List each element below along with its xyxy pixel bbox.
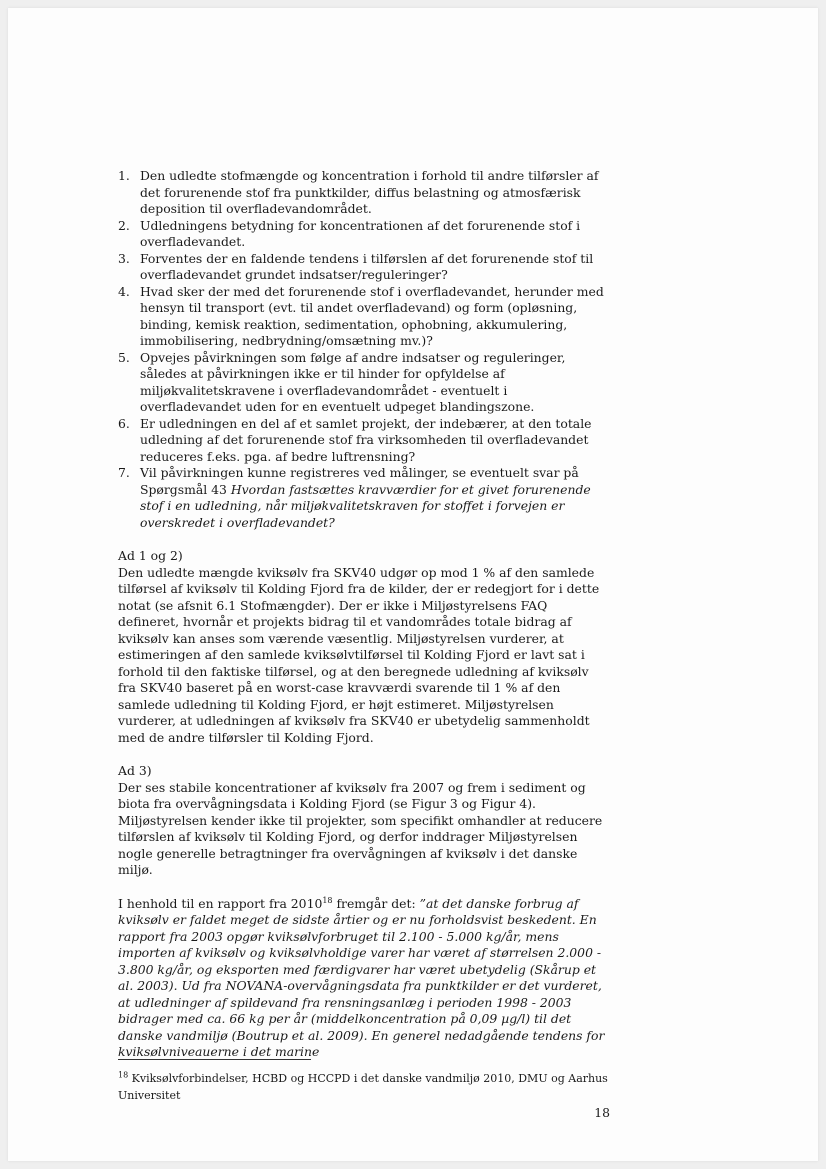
list-text: Den udledte stofmængde og koncentration i forhold til andre tilførsler af det forurenende stof fra punktkilder, diffus belastning og atmosfærisk deposition til overfladevandområdet.	[140, 168, 599, 216]
list-text: Opvejes påvirkningen som følge af andre indsatser og reguleringer, således at påvirkningen ikke er til hinder for opfyldelse af miljøkvalitetskravene i overfladevandområdet - eventuelt i overfladevandet uden for en eventuelt udpeget blandingszone.	[140, 349, 566, 414]
list-text-italic: Hvordan fastsættes kravværdier for et givet forurenende stof i en udledning, når miljøkvalitetskraven for stoffet i forvejen er overskredet i overfladevandet?	[140, 481, 591, 530]
list-number: 7.	[118, 465, 130, 480]
list-number: 2.	[118, 217, 130, 233]
list-text	[140, 465, 610, 531]
list-number: 5.	[118, 349, 130, 365]
report-intro: I henhold til en rapport fra 2010	[118, 895, 323, 911]
section-heading: Ad 3)	[118, 763, 152, 778]
page-number: 18	[594, 1105, 610, 1120]
list-text-plain: Vil påvirkningen kunne registreres ved målinger, se eventuelt svar på Spørgsmål 43	[140, 465, 579, 497]
section-body: Der ses stabile koncentrationer af kviksølv fra 2007 og frem i sediment og biota fra overvågningsdata i Kolding Fjord (se Figur 3 og Figur 4). Miljøstyrelsen kender ikke til projekter, som specifikt omhandler at reducere tilførslen af kviksølv til Kolding Fjord, og derfor inddrager Miljøstyrelsen nogle generelle betragtninger fra overvågningen af kviksølv i det danske miljø.	[118, 779, 603, 877]
footnote	[118, 1070, 610, 1104]
report-quote: ”at det danske forbrug af kviksølv er faldet meget de sidste årtier og er nu forholdsvist beskedent. En rapport fra 2003 opgør kviksølvforbruget til 2.100 - 5.000 kg/år, mens importen af kviksølv og kviksølvholdige varer har været af størrelsen 2.000 - 3.800 kg/år, og eksporten med færdigvarer har været ubetydelig (Skårup et al. 2003). Ud fra NOVANA-overvågningsdata fra punktkilder er det vurderet, at udledninger af spildevand fra rensningsanlæg i perioden 1998 - 2003 bidrager med ca. 66 kg per år (middelkoncentration på 0,09 µg/l) til det danske vandmiljø (Boutrup et al. 2009). En generel nedadgående tendens for kviksølvniveauerne i det marine	[118, 895, 605, 1059]
list-item	[118, 465, 610, 531]
question-list	[118, 168, 610, 531]
footnote-number: 18	[118, 1070, 129, 1080]
report-after-ref: fremgår det:	[332, 895, 420, 911]
list-number: 6.	[118, 415, 130, 431]
list-text: Forventes der en faldende tendens i tilførslen af det forurenende stof til overfladevandet grundet indsatser/reguleringer?	[140, 250, 594, 282]
body-text	[118, 168, 610, 1061]
section-body: Den udledte mængde kviksølv fra SKV40 udgør op mod 1 % af den samlede tilførsel af kviksølv til Kolding Fjord fra de kilder, der er redegjort for i dette notat (se afsnit 6.1 Stofmængder). Der er ikke i Miljøstyrelsens FAQ defineret, hvornår et projekts bidrag til et vandområdes totale bidrag af kviksølv kan anses som værende væsentlig. Miljøstyrelsen vurderer, at estimeringen af den samlede kviksølvtilførsel til Kolding Fjord er lavt sat i forhold til den faktiske tilførsel, og at den beregnede udledning af kviksølv fra SKV40 baseret på en worst-case kravværdi svarende til 1 % af den samlede udledning til Kolding Fjord, er højt estimeret. Miljøstyrelsen vurderer, at udledningen af kviksølv fra SKV40 er ubetydelig sammenholdt med de andre tilførsler til Kolding Fjord.	[118, 564, 600, 745]
list-text: Er udledningen en del af et samlet projekt, der indebærer, at den totale udledning af det forurenende stof fra virksomheden til overfladevandet reduceres f.eks. pga. af bedre luftrensning?	[140, 415, 592, 464]
list-item	[118, 218, 610, 251]
footnote-text: Kviksølvforbindelser, HCBD og HCCPD i det danske vandmiljø 2010, DMU og Aarhus Universitet	[118, 1072, 608, 1102]
list-item	[118, 284, 610, 350]
list-item	[118, 251, 610, 284]
document-page	[8, 8, 818, 1161]
footnote-reference: 18	[322, 895, 333, 905]
list-number: 3.	[118, 250, 130, 266]
list-number: 4.	[118, 283, 130, 299]
list-text: Udledningens betydning for koncentrationen af det forurenende stof i overfladevandet.	[140, 217, 581, 249]
report-paragraph	[118, 896, 610, 1061]
list-item	[118, 168, 610, 218]
list-item	[118, 350, 610, 416]
list-number: 1.	[118, 168, 130, 183]
list-text: Hvad sker der med det forurenende stof i overfladevandet, herunder med hensyn til transport (evt. til andet overfladevand) og form (opløsning, binding, kemisk reaktion, sedimentation, ophobning, akkumulering, immobilisering, nedbrydning/omsætning mv.)?	[140, 283, 604, 348]
section-ad-3	[118, 763, 610, 879]
section-heading: Ad 1 og 2)	[118, 548, 183, 563]
footnote-divider	[118, 1059, 311, 1060]
section-ad-1-2	[118, 548, 610, 746]
list-item	[118, 416, 610, 466]
